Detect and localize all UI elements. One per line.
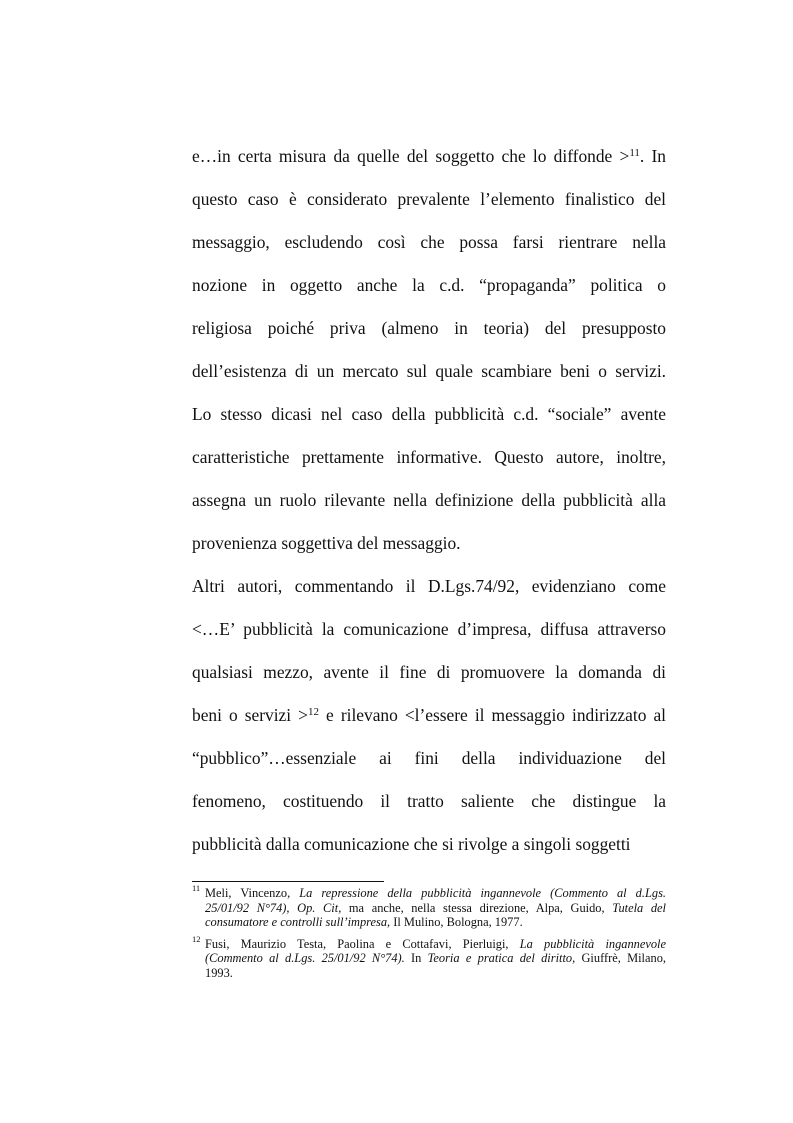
body-line	[192, 264, 666, 307]
footnote-line	[205, 901, 666, 916]
body-line	[192, 479, 666, 522]
citation-title: La pubblicità ingannevole	[519, 936, 666, 951]
footnote-line	[205, 915, 666, 930]
body-line	[192, 135, 666, 178]
footnote-line	[205, 951, 666, 966]
citation-title: La repressione della pubblicità ingannevole (Commento al d.Lgs.	[299, 886, 666, 900]
citation-text: Giuffrè, Milano,	[575, 951, 666, 966]
body-line	[192, 350, 666, 393]
body-text-segment: pubblicità dalla comunicazione che si rivolge a singoli soggetti	[192, 834, 631, 854]
citation-title: Tutela del	[612, 900, 667, 915]
body-line	[192, 651, 666, 694]
citation-title: 25/01/92 N°74), Op. Cit	[205, 900, 339, 915]
footnote-number: 12	[192, 933, 201, 944]
footnote-separator	[192, 881, 384, 882]
body-text-segment: Lo stesso dicasi nel caso della pubblicità c.d. “sociale” avente	[192, 404, 666, 424]
footnote-number: 11	[192, 883, 201, 893]
citation-title: consumatore e controlli sull’impresa,	[205, 915, 391, 930]
footnote-line	[205, 886, 666, 901]
body-line	[192, 393, 666, 436]
body-line	[192, 823, 666, 866]
body-line	[192, 780, 666, 823]
citation-text: Fusi, Maurizio Testa, Paolina e Cottafavi, Pierluigi,	[205, 936, 520, 951]
body-line	[192, 436, 666, 479]
citation-title: (Commento al d.Lgs. 25/01/92 N°74).	[205, 951, 405, 966]
body-text-segment: “pubblico”…essenziale ai fini della individuazione del	[192, 748, 666, 768]
body-text-segment: Altri autori, commentando il D.Lgs.74/92, evidenziano come	[192, 576, 666, 596]
body-text-segment: provenienza soggettiva del messaggio.	[192, 533, 461, 553]
body-text-segment: e rilevano <l’essere il messaggio indirizzato al	[318, 705, 666, 725]
body-line	[192, 307, 666, 350]
body-text-segment: beni o servizi >	[192, 705, 308, 725]
body-line	[192, 565, 666, 608]
body-text-segment: e…in certa misura da quelle del soggetto che lo diffonde >	[192, 146, 630, 166]
body-text-segment: questo caso è considerato prevalente l’elemento finalistico del	[192, 189, 666, 209]
citation-text: Meli, Vincenzo,	[205, 886, 300, 900]
citation-text: , ma anche, nella stessa direzione, Alpa, Guido,	[338, 900, 613, 915]
body-text-segment: messaggio, escludendo così che possa farsi rientrare nella	[192, 232, 666, 252]
body-line	[192, 178, 666, 221]
body-line	[192, 694, 666, 737]
body-text-segment: caratteristiche prettamente informative. Questo autore, inoltre,	[192, 447, 666, 467]
footnotes	[192, 883, 667, 988]
footnote-12	[192, 933, 666, 981]
footnote-line	[205, 937, 666, 952]
body-text	[192, 135, 666, 866]
footnote-line	[205, 966, 666, 981]
body-line	[192, 608, 666, 651]
body-text-segment: nozione in oggetto anche la c.d. “propaganda” politica o	[192, 275, 666, 295]
body-text-segment: qualsiasi mezzo, avente il fine di promuovere la domanda di	[192, 662, 666, 682]
body-line	[192, 737, 666, 780]
citation-text: Il Mulino, Bologna, 1977.	[390, 915, 523, 930]
body-text-segment: fenomeno, costituendo il tratto saliente che distingue la	[192, 791, 666, 811]
citation-text: 1993.	[205, 965, 233, 980]
footnote-reference: 12	[307, 706, 319, 718]
citation-title: Teoria e pratica del diritto,	[427, 951, 576, 966]
footnote-11	[192, 883, 667, 930]
citation-text: In	[404, 951, 428, 966]
body-line	[192, 522, 666, 565]
body-text-segment: assegna un ruolo rilevante nella definizione della pubblicità alla	[192, 490, 666, 510]
footnote-reference: 11	[629, 147, 640, 159]
body-text-segment: religiosa poiché priva (almeno in teoria) del presupposto	[192, 318, 666, 338]
body-text-segment: <…E’ pubblicità la comunicazione d’impresa, diffusa attraverso	[192, 619, 666, 639]
body-text-segment: . In	[639, 146, 666, 166]
body-line	[192, 221, 666, 264]
body-text-segment: dell’esistenza di un mercato sul quale scambiare beni o servizi.	[192, 361, 666, 381]
